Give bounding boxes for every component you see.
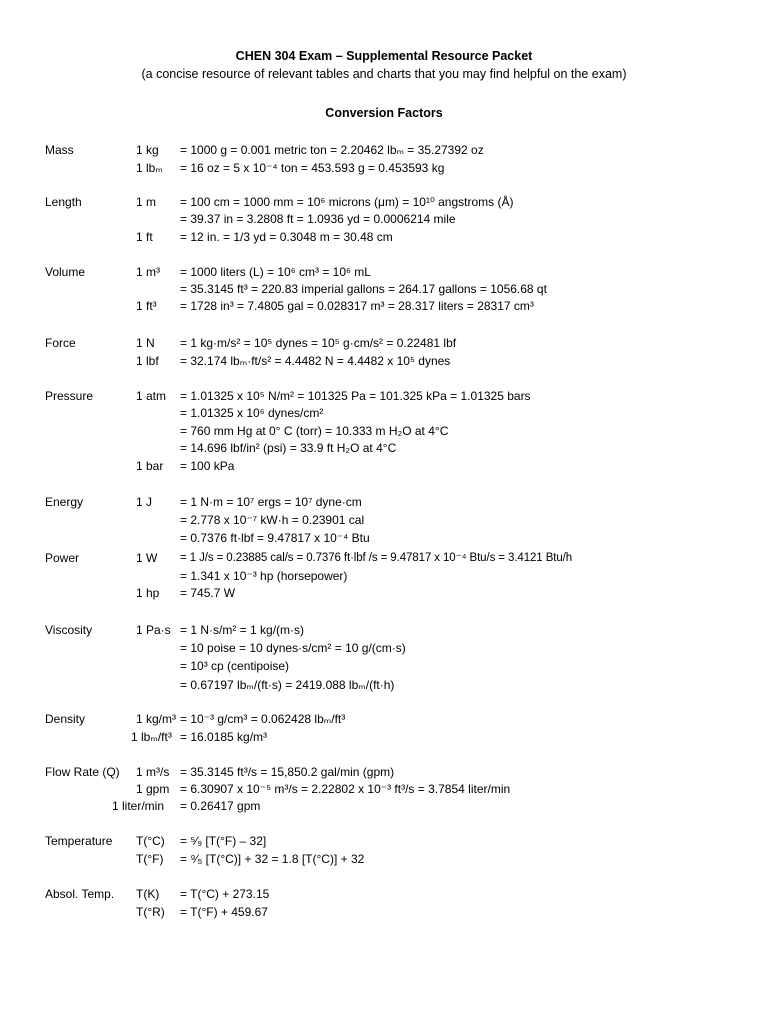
category-label: Temperature — [45, 834, 113, 848]
equivalence-text: = 35.3145 ft³/s = 15,850.2 gal/min (gpm) — [180, 765, 395, 779]
category-label: Volume — [45, 265, 86, 279]
unit-label: 1 Pa·s — [136, 623, 171, 637]
document-subtitle: (a concise resource of relevant tables and charts that you may find helpful on the exam) — [141, 67, 627, 81]
unit-label: 1 kg — [136, 143, 159, 157]
equivalence-text: = 100 kPa — [180, 459, 235, 473]
equivalence-text: = 6.30907 x 10⁻⁵ m³/s = 2.22802 x 10⁻³ ft³/s = 3.7854 liter/min — [180, 782, 511, 796]
unit-label: 1 ft — [136, 230, 153, 244]
equivalence-text: = 12 in. = 1/3 yd = 0.3048 m = 30.48 cm — [180, 230, 393, 244]
unit-label: T(K) — [136, 887, 160, 901]
category-label: Absol. Temp. — [45, 887, 115, 901]
equivalence-text: = 760 mm Hg at 0° C (torr) = 10.333 m H₂O at 4°C — [180, 424, 449, 438]
unit-label: 1 gpm — [136, 782, 170, 796]
unit-label: T(°R) — [136, 905, 165, 919]
unit-label: 1 kg/m³ — [136, 712, 177, 726]
unit-label: 1 N — [136, 336, 155, 350]
unit-label: 1 bar — [136, 459, 164, 473]
equivalence-text: = 1000 liters (L) = 10⁶ cm³ = 10⁶ mL — [180, 265, 371, 279]
equivalence-text: = 0.7376 ft·lbf = 9.47817 x 10⁻⁴ Btu — [180, 531, 370, 545]
equivalence-text: = 14.696 lbf/in² (psi) = 33.9 ft H₂O at 4°C — [180, 441, 397, 455]
unit-label: 1 m³ — [136, 265, 160, 279]
unit-label: 1 lbₘ — [136, 161, 163, 175]
equivalence-text: = ⁹⁄₅ [T(°C)] + 32 = 1.8 [T(°C)] + 32 — [180, 852, 365, 866]
category-label: Energy — [45, 495, 84, 509]
equivalence-text: = 0.26417 gpm — [180, 799, 261, 813]
equivalence-text: = 10³ cp (centipoise) — [180, 659, 290, 673]
equivalence-text: = 32.174 lbₘ·ft/s² = 4.4482 N = 4.4482 x 10⁵ dynes — [180, 354, 451, 368]
unit-label: T(°C) — [136, 834, 165, 848]
equivalence-text: = 1 J/s = 0.23885 cal/s = 0.7376 ft·lbf /s = 9.47817 x 10⁻⁴ Btu/s = 3.4121 Btu/h — [180, 552, 573, 564]
unit-label: 1 J — [136, 495, 153, 509]
equivalence-text: = 1728 in³ = 7.4805 gal = 0.028317 m³ = 28.317 liters = 28317 cm³ — [180, 299, 534, 313]
equivalence-text: = 10 poise = 10 dynes·s/cm² = 10 g/(cm·s) — [180, 641, 406, 655]
section-heading: Conversion Factors — [325, 106, 443, 120]
category-label: Mass — [45, 143, 74, 157]
equivalence-text: = 1 N·m = 10⁷ ergs = 10⁷ dyne·cm — [180, 495, 362, 509]
unit-label: 1 ft³ — [136, 299, 157, 313]
equivalence-text: = ⁵⁄₉ [T(°F) – 32] — [180, 834, 267, 848]
equivalence-text: = 1 N·s/m² = 1 kg/(m·s) — [180, 623, 305, 637]
equivalence-text: = 16.0185 kg/m³ — [180, 730, 268, 744]
equivalence-text: = T(°F) + 459.67 — [180, 905, 268, 919]
equivalence-text: = T(°C) + 273.15 — [180, 887, 270, 901]
equivalence-text: = 1.01325 x 10⁶ dynes/cm² — [180, 406, 324, 420]
equivalence-text: = 1.01325 x 10⁵ N/m² = 101325 Pa = 101.325 kPa = 1.01325 bars — [180, 389, 531, 403]
unit-label: 1 hp — [136, 586, 160, 600]
category-label: Length — [45, 195, 82, 209]
equivalence-text: = 39.37 in = 3.2808 ft = 1.0936 yd = 0.0006214 mile — [180, 212, 456, 226]
unit-label: 1 atm — [136, 389, 167, 403]
unit-label: 1 lbₘ/ft³ — [131, 730, 172, 744]
category-label: Power — [45, 551, 80, 565]
category-label: Pressure — [45, 389, 94, 403]
unit-label: 1 W — [136, 551, 158, 565]
equivalence-text: = 16 oz = 5 x 10⁻⁴ ton = 453.593 g = 0.453593 kg — [180, 161, 445, 175]
category-label: Viscosity — [45, 623, 93, 637]
equivalence-text: = 2.778 x 10⁻⁷ kW·h = 0.23901 cal — [180, 513, 365, 527]
unit-label: 1 liter/min — [112, 799, 165, 813]
equivalence-text: = 35.3145 ft³ = 220.83 imperial gallons = 264.17 gallons = 1056.68 qt — [180, 282, 547, 296]
unit-label: 1 m³/s — [136, 765, 170, 779]
category-label: Flow Rate (Q) — [45, 765, 120, 779]
unit-label: 1 lbf — [136, 354, 159, 368]
equivalence-text: = 745.7 W — [180, 586, 236, 600]
unit-label: T(°F) — [136, 852, 164, 866]
equivalence-text: = 0.67197 lbₘ/(ft·s) = 2419.088 lbₘ/(ft·h) — [180, 678, 395, 692]
category-label: Force — [45, 336, 76, 350]
equivalence-text: = 1000 g = 0.001 metric ton = 2.20462 lbₘ = 35.27392 oz — [180, 143, 484, 157]
equivalence-text: = 1 kg·m/s² = 10⁵ dynes = 10⁵ g·cm/s² = 0.22481 lbf — [180, 336, 457, 350]
category-label: Density — [45, 712, 86, 726]
equivalence-text: = 10⁻³ g/cm³ = 0.062428 lbₘ/ft³ — [180, 712, 346, 726]
equivalence-text: = 100 cm = 1000 mm = 10⁶ microns (μm) = 10¹⁰ angstroms (Å) — [180, 195, 514, 209]
document-title: CHEN 304 Exam – Supplemental Resource Packet — [235, 49, 533, 63]
unit-label: 1 m — [136, 195, 157, 209]
equivalence-text: = 1.341 x 10⁻³ hp (horsepower) — [180, 569, 348, 583]
